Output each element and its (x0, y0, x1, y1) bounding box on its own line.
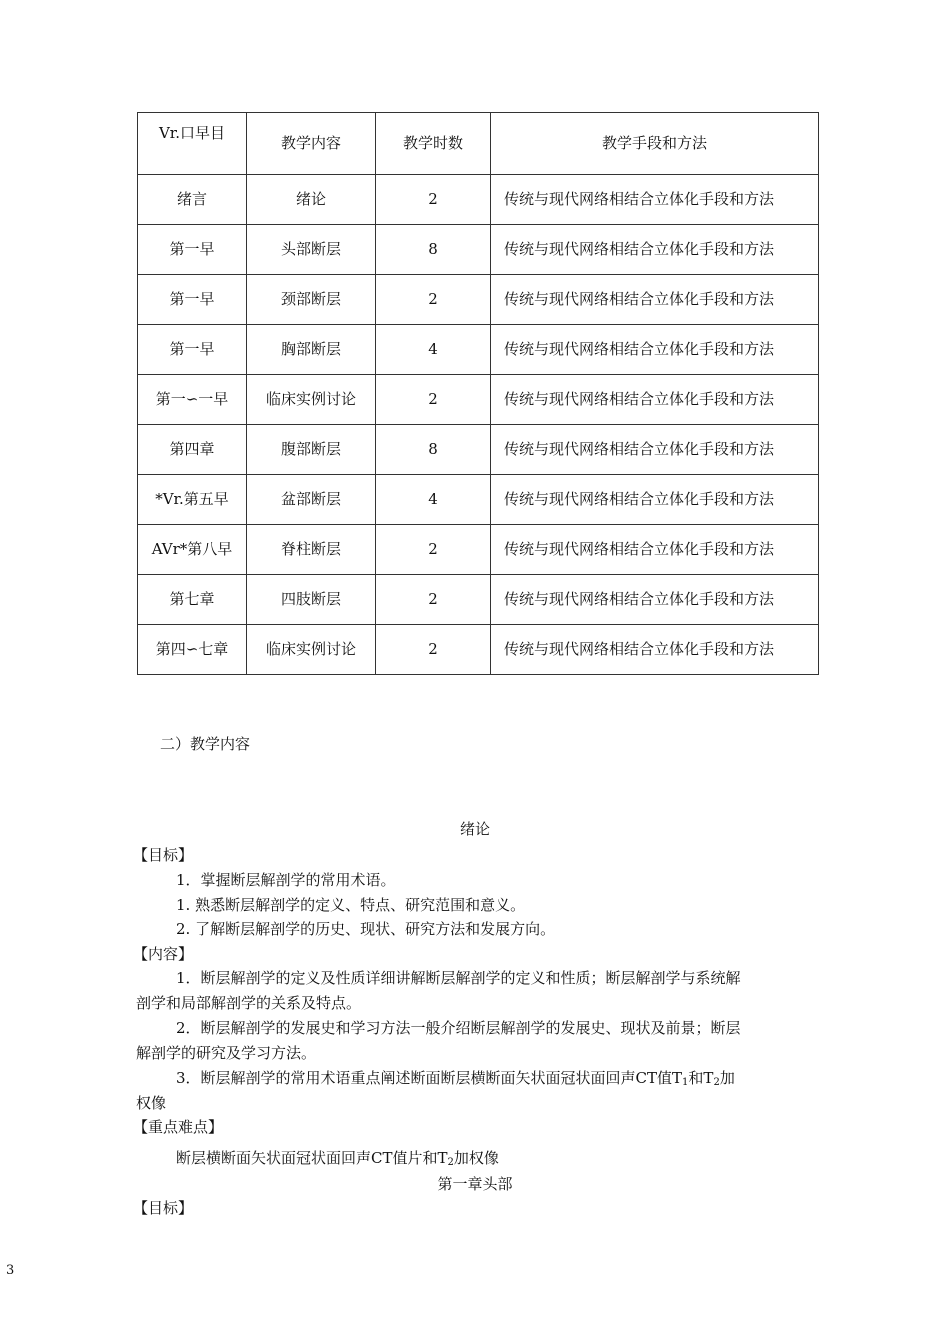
intro-content-2b: 解剖学的研究及学习方法。 (136, 1044, 317, 1062)
intro-goal-3: 2. 了解断层解剖学的历史、现状、研究方法和发展方向。 (176, 920, 556, 938)
chapter1-title: 第一章头部 (437, 1175, 513, 1193)
cell-method: 传统与现代网络相结合立体化手段和方法 (491, 175, 819, 225)
cell-content: 绪论 (247, 175, 376, 225)
intro-content-2a: 2．断层解剖学的发展史和学习方法一般介绍断层解剖学的发展史、现状及前景；断层 (176, 1019, 741, 1037)
table-header-row (138, 113, 819, 175)
intro-content-1a: 1．断层解剖学的定义及性质详细讲解断层解剖学的定义和性质；断层解剖学与系统解 (176, 969, 741, 987)
intro-content-label: 【内容】 (133, 945, 194, 963)
table-row (138, 275, 819, 325)
cell-content: 颈部断层 (247, 275, 376, 325)
table-row (138, 175, 819, 225)
intro-goal-1: 1．掌握断层解剖学的常用术语。 (176, 871, 396, 889)
cell-hours: 4 (376, 475, 491, 525)
cell-hours: 2 (376, 525, 491, 575)
page-number: 3 (6, 1263, 15, 1278)
cell-method: 传统与现代网络相结合立体化手段和方法 (491, 225, 819, 275)
intro-content-1b: 剖学和局部解剖学的关系及特点。 (136, 994, 362, 1012)
section-heading: 二）教学内容 (160, 735, 251, 753)
cell-chapter: *Vr.第五早 (138, 475, 247, 525)
header-method: 教学手段和方法 (491, 113, 819, 175)
cell-chapter: 第四章 (138, 425, 247, 475)
teaching-schedule-table (137, 112, 819, 675)
table-row (138, 625, 819, 675)
cell-method: 传统与现代网络相结合立体化手段和方法 (491, 275, 819, 325)
cell-chapter: 第一∽一早 (138, 375, 247, 425)
cell-hours: 2 (376, 375, 491, 425)
cell-method: 传统与现代网络相结合立体化手段和方法 (491, 425, 819, 475)
cell-chapter: 绪言 (138, 175, 247, 225)
cell-method: 传统与现代网络相结合立体化手段和方法 (491, 625, 819, 675)
table-row (138, 475, 819, 525)
cell-content: 临床实例讨论 (247, 375, 376, 425)
cell-content: 脊柱断层 (247, 525, 376, 575)
table-row (138, 225, 819, 275)
cell-method: 传统与现代网络相结合立体化手段和方法 (491, 325, 819, 375)
cell-hours: 4 (376, 325, 491, 375)
cell-hours: 8 (376, 425, 491, 475)
table-row (138, 575, 819, 625)
cell-content: 胸部断层 (247, 325, 376, 375)
cell-content: 临床实例讨论 (247, 625, 376, 675)
cell-chapter: 第七章 (138, 575, 247, 625)
header-hours: 教学时数 (376, 113, 491, 175)
cell-content: 头部断层 (247, 225, 376, 275)
intro-content-3a: 3．断层解剖学的常用术语重点阐述断面断层横断面矢状面冠状面回声CT值$T_1$和$T_2$加 (176, 1069, 735, 1088)
cell-content: 盆部断层 (247, 475, 376, 525)
table-row (138, 375, 819, 425)
header-content: 教学内容 (247, 113, 376, 175)
cell-chapter: 第一早 (138, 225, 247, 275)
cell-hours: 2 (376, 275, 491, 325)
cell-chapter: 第一早 (138, 275, 247, 325)
intro-content-3b: 权像 (136, 1094, 167, 1112)
cell-method: 传统与现代网络相结合立体化手段和方法 (491, 575, 819, 625)
cell-hours: 8 (376, 225, 491, 275)
cell-method: 传统与现代网络相结合立体化手段和方法 (491, 375, 819, 425)
table-row (138, 325, 819, 375)
cell-content: 四肢断层 (247, 575, 376, 625)
cell-hours: 2 (376, 175, 491, 225)
chapter1-goal-label: 【目标】 (133, 1199, 194, 1217)
intro-key-label: 【重点难点】 (133, 1118, 224, 1136)
cell-method: 传统与现代网络相结合立体化手段和方法 (491, 525, 819, 575)
header-chapter: Vr.口早目 (138, 113, 247, 175)
cell-hours: 2 (376, 575, 491, 625)
table-row (138, 425, 819, 475)
cell-hours: 2 (376, 625, 491, 675)
cell-method: 传统与现代网络相结合立体化手段和方法 (491, 475, 819, 525)
intro-key-text: 断层横断面矢状面冠状面回声CT值片和$T_2$加权像 (176, 1149, 499, 1168)
table-row (138, 525, 819, 575)
cell-chapter: 第一早 (138, 325, 247, 375)
intro-title: 绪论 (459, 820, 490, 838)
cell-chapter: AVr*第八早 (138, 525, 247, 575)
cell-content: 腹部断层 (247, 425, 376, 475)
intro-goal-2: 1. 熟悉断层解剖学的定义、特点、研究范围和意义。 (176, 896, 526, 914)
intro-goal-label: 【目标】 (133, 846, 194, 864)
cell-chapter: 第四∽七章 (138, 625, 247, 675)
